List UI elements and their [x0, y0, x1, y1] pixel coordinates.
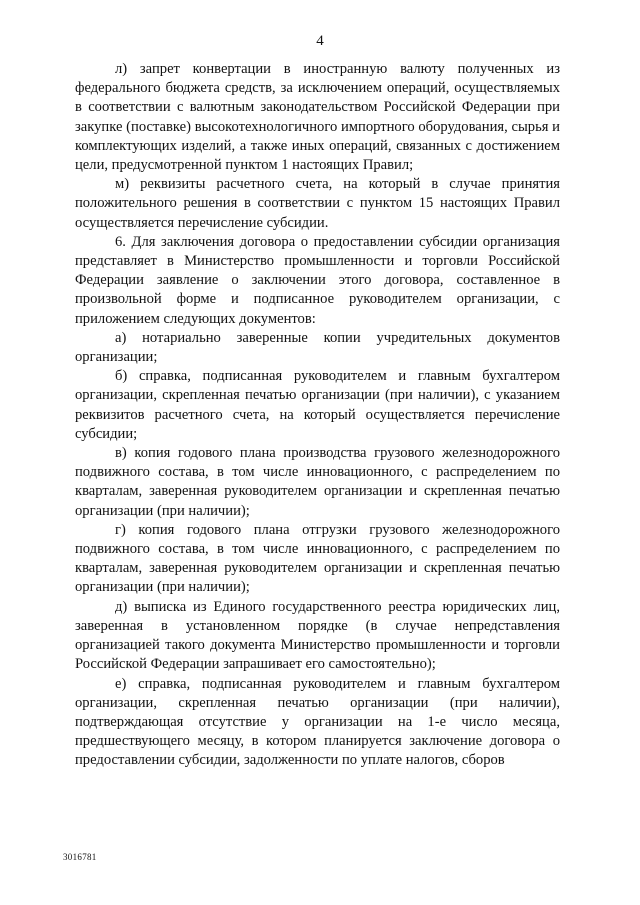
paragraph-e: е) справка, подписанная руководителем и главным бухгалтером организации, скрепленная печатью организации (при наличии), подтверждающая отсутствие у организации на 1-е число месяца, предшествующего месяцу, в котором планируется заключение договора о предоставлении субсидии, задолженности по уплате налогов, сборов [75, 675, 560, 769]
paragraph-v: в) копия годового плана производства грузового железнодорожного подвижного состава, в том числе инновационного, с распределением по кварталам, заверенная руководителем организации и скрепленная печатью организации (при наличии); [75, 445, 560, 519]
paragraph-m: м) реквизиты расчетного счета, на который в случае принятия положительного решения в соответствии с пунктом 15 настоящих Правил осуществляется перечисление субсидии. [75, 176, 560, 231]
paragraph-g: г) копия годового плана отгрузки грузового железнодорожного подвижного состава, в том числе инновационного, с распределением по кварталам, заверенная руководителем организации и скрепленная печатью организации (при наличии); [75, 521, 560, 596]
document-code: 3016781 [63, 852, 97, 862]
page-number: 4 [316, 33, 324, 49]
document-body [75, 60, 560, 771]
paragraph-b: б) справка, подписанная руководителем и главным бухгалтером организации, скрепленная печатью организации (при наличии), с указанием реквизитов расчетного счета, на который осуществляется перечисление субсидии; [75, 368, 560, 442]
paragraph-a: а) нотариально заверенные копии учредительных документов организации; [75, 329, 560, 366]
paragraph-l: л) запрет конвертации в иностранную валюту полученных из федерального бюджета средств, за исключением операций, осуществляемых в соответствии с валютным законодательством Российской Федерации при закупке (поставке) высокотехнологичного импортного оборудования, сырья и комплектующих изделий, а также иных операций, связанных с достижением цели, предусмотренной пунктом 1 настоящих Правил; [75, 61, 560, 174]
paragraph-6: 6. Для заключения договора о предоставлении субсидии организация представляет в Министерство промышленности и торговли Российской Федерации заявление о заключении этого договора, составленное в произвольной форме и подписанное руководителем организации, с приложением следующих документов: [75, 233, 560, 327]
paragraph-d: д) выписка из Единого государственного реестра юридических лиц, заверенная в установленном порядке (в случае непредставления организацией такого документа Министерство промышленности и торговли Российской Федерации запрашивает его самостоятельно); [75, 598, 560, 673]
